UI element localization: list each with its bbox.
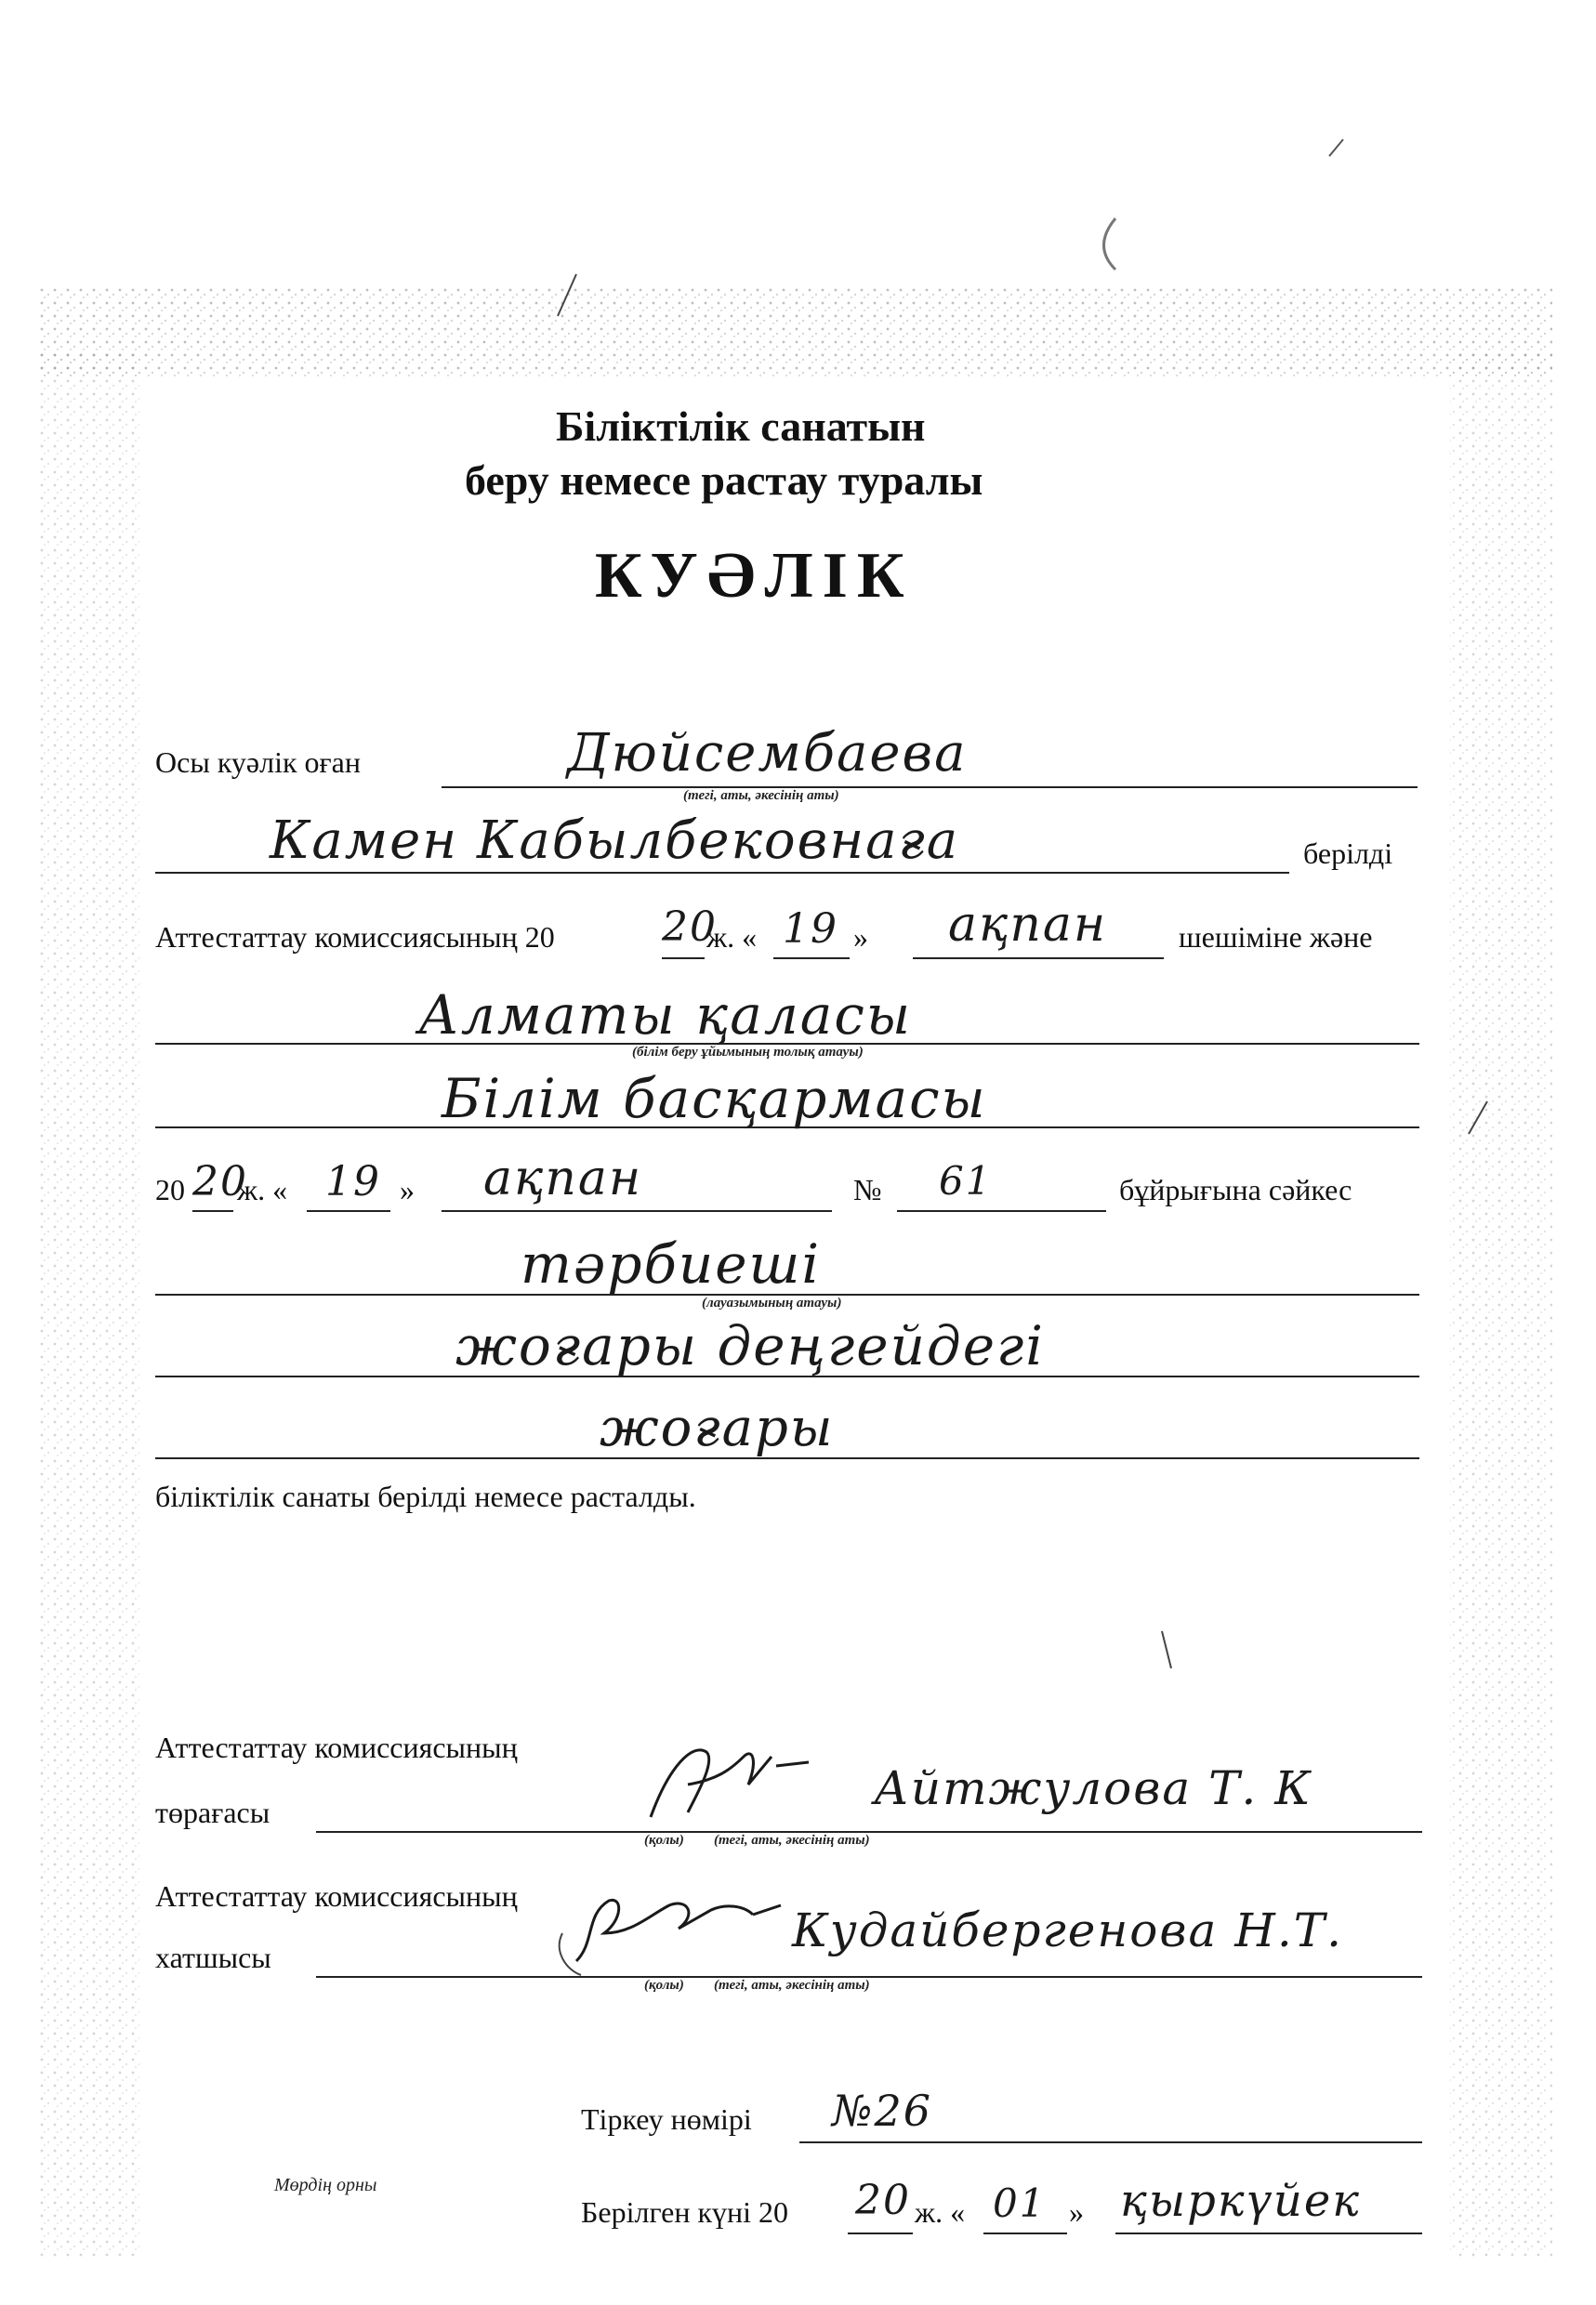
issue-day: 01 — [993, 2180, 1047, 2226]
order-number-line — [897, 1210, 1106, 1212]
level-value-line2: жоғары — [600, 1398, 835, 1458]
decision-year-line — [662, 957, 705, 959]
seal-label: Мөрдің орны — [274, 2175, 377, 2195]
order-year: 20 — [192, 1158, 248, 1205]
position-caption: (лауазымының атауы) — [702, 1296, 842, 1311]
decision-label-suffix: шешіміне және — [1179, 920, 1373, 954]
chairman-caption-name: (тегі, аты, әкесінің аты) — [714, 1833, 870, 1848]
issue-month-line — [1115, 2233, 1422, 2234]
secretary-caption-sign: (қолы) — [644, 1978, 684, 1993]
order-number-label: № — [853, 1173, 882, 1206]
order-year-line — [192, 1210, 233, 1212]
order-year-suffix: ж. « — [237, 1173, 288, 1206]
secretary-label-line2: хатшысы — [155, 1941, 271, 1974]
recipient-label: Осы куәлік оған — [155, 745, 361, 779]
secretary-signature — [558, 1877, 799, 1980]
recipient-name-line — [155, 872, 1289, 874]
title-line2: беру немесе растау туралы — [465, 456, 983, 504]
issue-date-label: Берілген күні 20 — [581, 2195, 789, 2229]
statement: біліктілік санаты берілді немесе расталды. — [155, 1480, 696, 1513]
chairman-caption-sign: (қолы) — [644, 1833, 684, 1848]
issue-year: 20 — [855, 2177, 911, 2224]
order-suffix: бұйрығына сәйкес — [1119, 1173, 1352, 1206]
registration-number: №26 — [832, 2086, 933, 2136]
order-month-line — [442, 1210, 832, 1212]
issue-day-suffix: » — [1069, 2195, 1084, 2229]
order-day: 19 — [325, 1158, 381, 1205]
decision-year: 20 — [662, 903, 718, 951]
decision-month-line — [913, 957, 1164, 959]
secretary-name: Кудайбергенова Н.Т. — [792, 1903, 1343, 1957]
order-month: ақпан — [483, 1151, 643, 1206]
recipient-caption: (тегі, аты, әкесінің аты) — [683, 788, 839, 803]
registration-line — [799, 2141, 1422, 2143]
organization-name-line1: Алматы қаласы — [418, 983, 913, 1047]
level-value-line1: жоғары деңгейдегі — [455, 1314, 1045, 1377]
chairman-name: Айтжулова Т. К — [874, 1761, 1312, 1815]
recipient-issued-label: берілді — [1303, 836, 1393, 870]
organization-caption: (білім беру ұйымының толық атауы) — [632, 1045, 864, 1060]
position-value: тәрбиеші — [521, 1232, 822, 1296]
secretary-caption-name: (тегі, аты, әкесінің аты) — [714, 1978, 870, 1993]
registration-label: Тіркеу нөмірі — [581, 2102, 752, 2136]
decision-year-suffix: ж. « — [706, 920, 758, 954]
decision-day-suffix: » — [853, 920, 868, 954]
order-prefix: 20 — [155, 1173, 185, 1206]
chairman-label-line2: төрағасы — [155, 1796, 270, 1829]
chairman-label-line1: Аттестаттау комиссиясының — [155, 1731, 518, 1764]
recipient-surname-line — [442, 786, 1418, 788]
order-day-suffix: » — [400, 1173, 415, 1206]
issue-year-line — [848, 2233, 913, 2234]
secretary-label-line1: Аттестаттау комиссиясының — [155, 1879, 518, 1913]
decision-day-line — [773, 957, 850, 959]
chairman-signature — [641, 1729, 827, 1831]
decision-day: 19 — [783, 905, 838, 953]
issue-year-suffix: ж. « — [915, 2195, 966, 2229]
decision-label-prefix: Аттестаттау комиссиясының 20 — [155, 920, 555, 954]
issue-day-line — [983, 2233, 1067, 2234]
decision-month: ақпан — [948, 897, 1108, 953]
order-day-line — [307, 1210, 390, 1212]
recipient-name: Камен Кабылбековнаға — [270, 810, 960, 871]
order-number: 61 — [939, 1158, 993, 1204]
organization-name-line2: Білім басқармасы — [442, 1067, 987, 1130]
document-type: КУӘЛІК — [595, 540, 914, 612]
issue-month: қыркүйек — [1120, 2175, 1361, 2227]
title-line1: Біліктілік санатын — [556, 402, 926, 450]
recipient-surname: Дюйсембаева — [567, 723, 968, 784]
